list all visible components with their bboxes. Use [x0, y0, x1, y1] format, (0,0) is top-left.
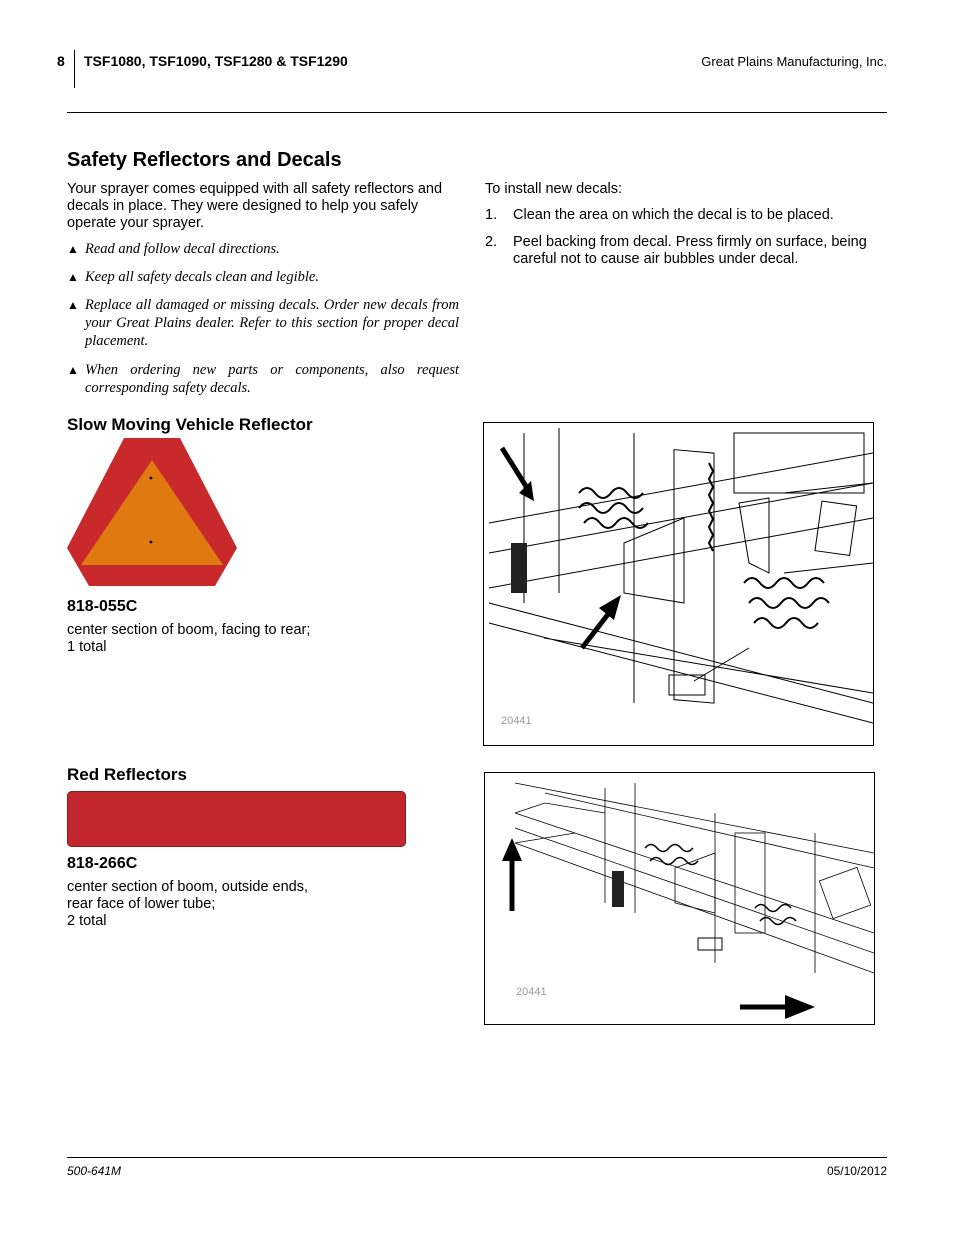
- manual-title: TSF1080, TSF1090, TSF1280 & TSF1290: [84, 53, 348, 69]
- bullet-item: ▲ When ordering new parts or components, also request corresponding safety decals.: [67, 362, 459, 396]
- doc-date: 05/10/2012: [826, 1164, 887, 1178]
- smv-location-figure: [483, 422, 874, 746]
- smv-heading: Slow Moving Vehicle Reflector: [67, 415, 313, 434]
- red-reflector-location-figure: [484, 772, 875, 1025]
- bullet-item: ▲ Read and follow decal directions.: [67, 241, 280, 257]
- company-name: Great Plains Manufacturing, Inc.: [701, 54, 887, 69]
- figure-code: 20441: [516, 986, 547, 998]
- section-title: Safety Reflectors and Decals: [67, 149, 342, 171]
- header-rule: [67, 112, 887, 113]
- bullet-item: ▲ Replace all damaged or missing decals. Order new decals from your Great Plains dealer. Refer to this section for proper decal placement.: [67, 297, 459, 349]
- smv-part-number: 818-055C: [67, 598, 138, 615]
- doc-number: 500-641M: [67, 1164, 122, 1178]
- warning-triangle-icon: ▲: [67, 270, 79, 284]
- warning-triangle-icon: ▲: [67, 242, 79, 256]
- header-divider: [74, 50, 75, 88]
- red-heading: Red Reflectors: [67, 765, 187, 784]
- smv-reflector-image: [67, 438, 237, 586]
- footer-rule: [67, 1157, 887, 1158]
- install-step: 1. Clean the area on which the decal is to be placed.: [485, 207, 834, 223]
- figure-code: 20441: [501, 715, 532, 727]
- red-reflector-image: [67, 791, 406, 847]
- boom-drawing: [484, 423, 873, 745]
- warning-triangle-icon: ▲: [67, 363, 79, 377]
- red-part-number: 818-266C: [67, 855, 138, 872]
- page-number: 8: [57, 53, 65, 69]
- install-lead: To install new decals:: [485, 181, 623, 197]
- red-description: center section of boom, outside ends, rear face of lower tube; 2 total: [67, 879, 309, 929]
- install-step: 2. Peel backing from decal. Press firmly on surface, being careful not to cause air bubbles under decal.: [485, 234, 867, 267]
- bullet-item: ▲ Keep all safety decals clean and legible.: [67, 269, 319, 285]
- section-intro: Your sprayer comes equipped with all safety reflectors and decals in place. They were designed to help you safely operate your sprayer.: [67, 181, 443, 231]
- warning-triangle-icon: ▲: [67, 298, 79, 312]
- smv-description: center section of boom, facing to rear; 1 total: [67, 622, 311, 655]
